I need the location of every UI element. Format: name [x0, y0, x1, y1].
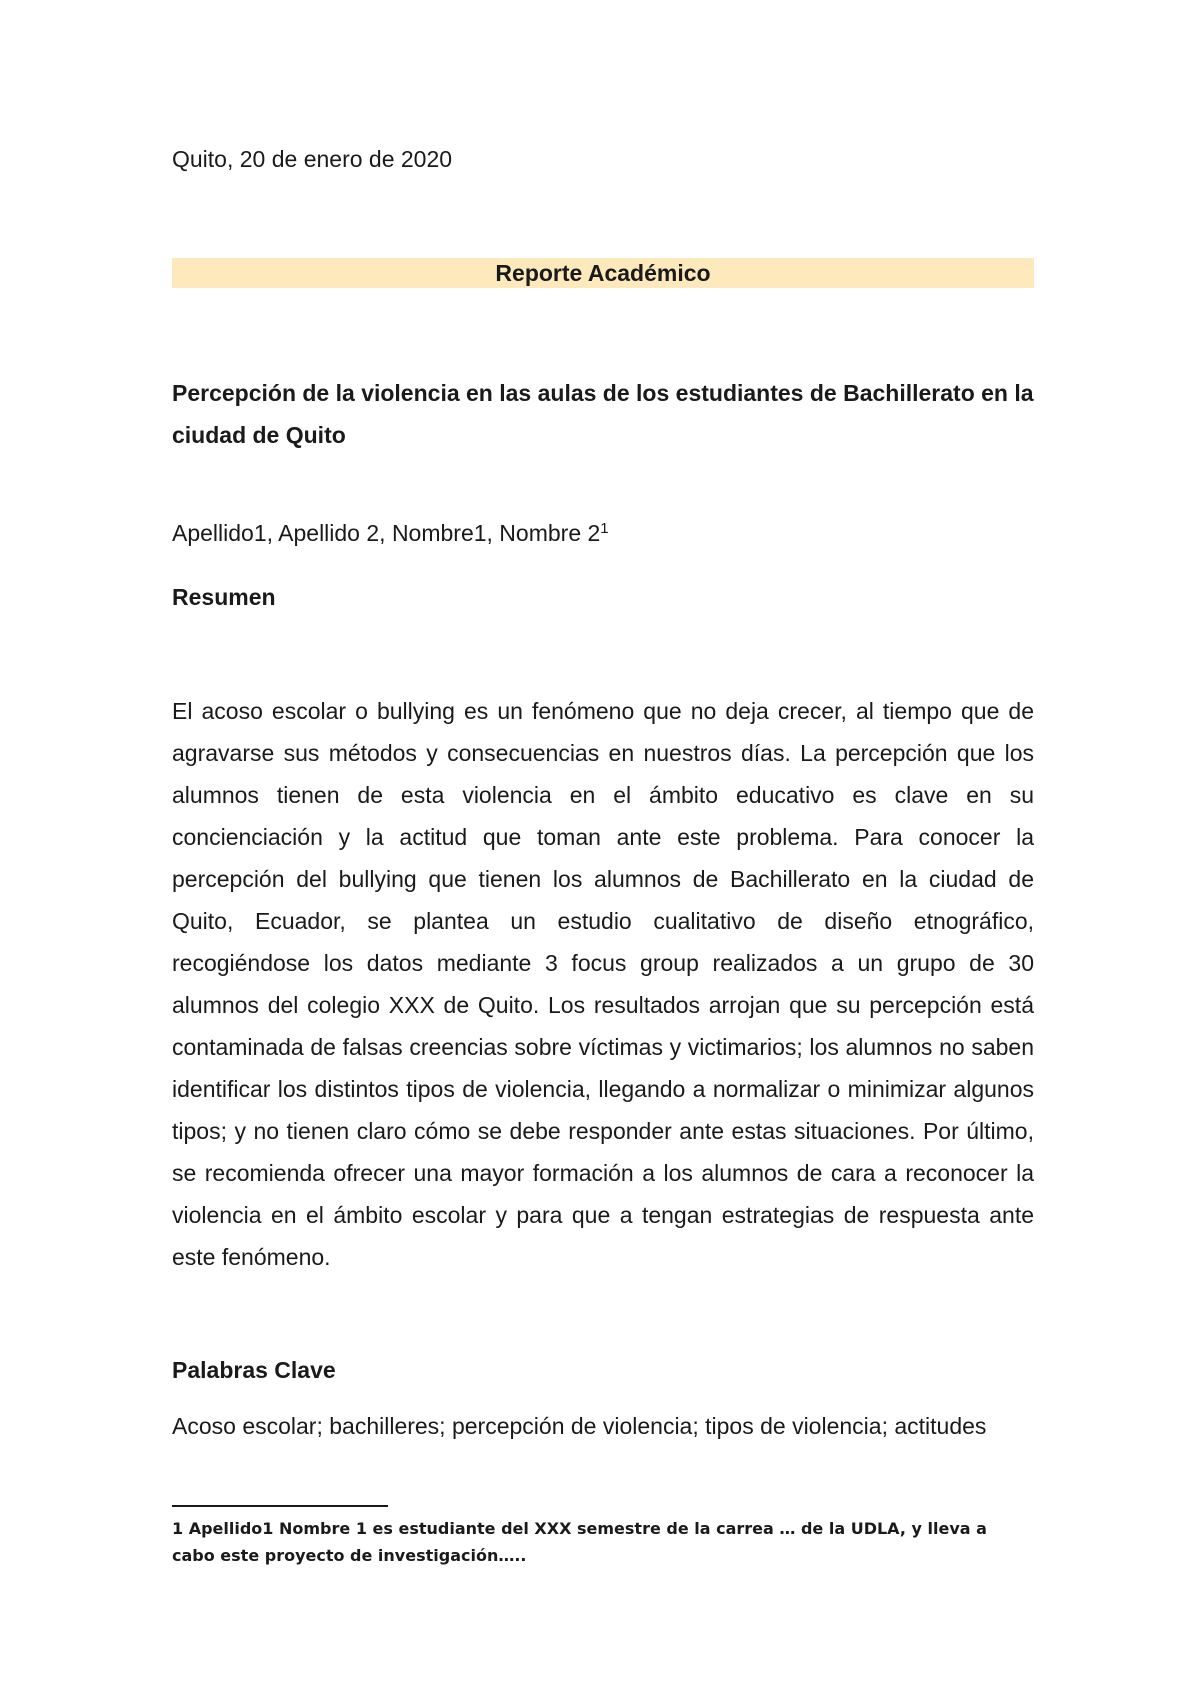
author-names: Apellido1, Apellido 2, Nombre1, Nombre 2	[172, 520, 601, 546]
author-line	[172, 518, 609, 548]
report-type-banner: Reporte Académico	[172, 258, 1034, 288]
keywords-text: Acoso escolar; bachilleres; percepción de violencia; tipos de violencia; actitudes	[172, 1413, 987, 1439]
document-date: Quito, 20 de enero de 2020	[172, 146, 453, 172]
keywords-heading: Palabras Clave	[172, 1357, 336, 1383]
abstract-heading: Resumen	[172, 584, 276, 610]
abstract-paragraph: El acoso escolar o bullying es un fenómeno que no deja crecer, al tiempo que de agravarse sus métodos y consecuencias en nuestros días. La percepción que los alumnos tienen de esta violencia en el ámbito educativo es clave en su concienciación y la actitud que toman ante este problema. Para conocer la percepción del bullying que tienen los alumnos de Bachillerato en la ciudad de Quito, Ecuador, se plantea un estudio cualitativo de diseño etnográfico, recogiéndose los datos mediante 3 focus group realizados a un grupo de 30 alumnos del colegio XXX de Quito. Los resultados arrojan que su percepción está contaminada de falsas creencias sobre víctimas y victimarios; los alumnos no saben identificar los distintos tipos de violencia, llegando a normalizar o minimizar algunos tipos; y no tienen claro cómo se debe responder ante estas situaciones. Por último, se recomienda ofrecer una mayor formación a los alumnos de cara a reconocer la violencia en el ámbito escolar y para que a tengan estrategias de respuesta ante este fenómeno.	[172, 698, 1034, 1270]
footnote-text: 1 Apellido1 Nombre 1 es estudiante del XXX semestre de la carrea … de la UDLA, y lleva a cabo este proyecto de investigación…..	[172, 1519, 987, 1565]
footnote-separator	[172, 1505, 388, 1507]
author-footnote-mark: 1	[600, 520, 609, 537]
document-title: Percepción de la violencia en las aulas de los estudiantes de Bachillerato en la ciudad de Quito	[172, 380, 1034, 448]
